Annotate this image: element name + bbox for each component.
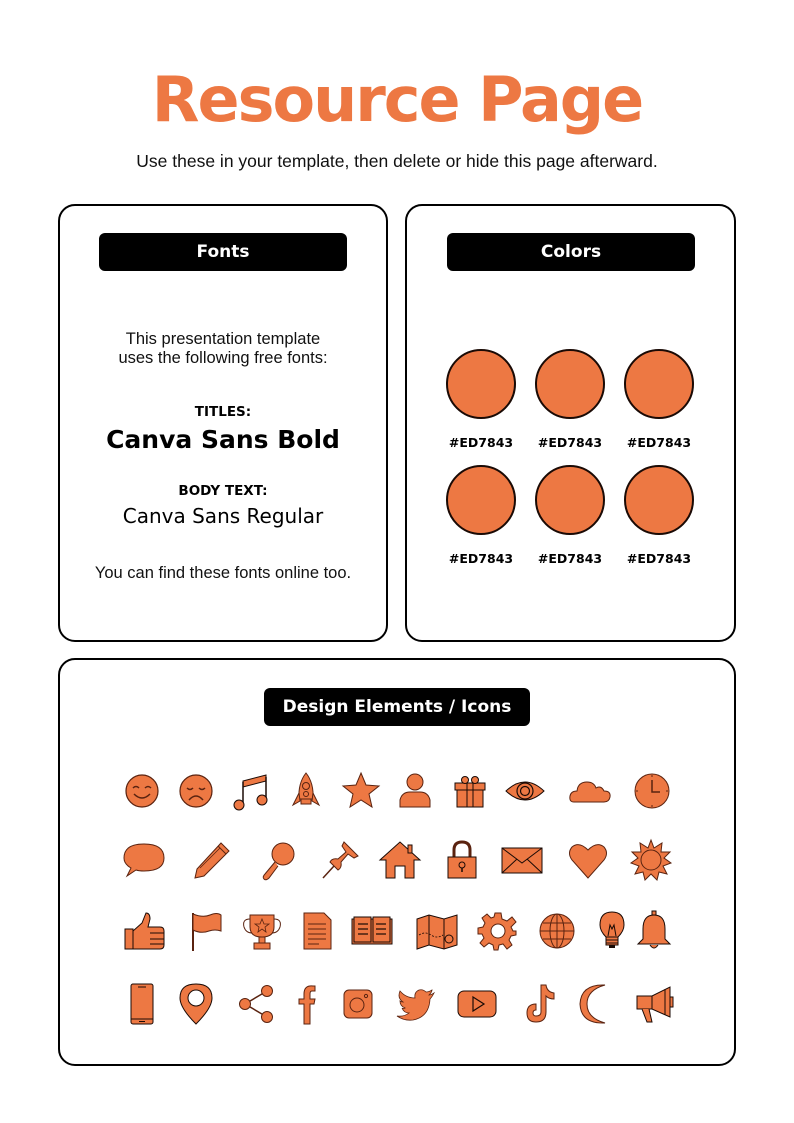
sun-icon [629,838,673,882]
color-swatch [535,465,605,535]
thumbs-up-icon [122,909,166,953]
heart-icon [566,838,610,882]
color-swatch [535,349,605,419]
body-text-label: BODY TEXT: [178,483,268,499]
fonts-intro-line1: This presentation template [125,330,321,348]
clock-icon [630,769,674,813]
star-icon [339,769,383,813]
fonts-heading: Fonts [99,233,347,271]
tiktok-icon [517,982,561,1026]
page-subtitle: Use these in your template, then delete or hide this page afterward. [136,151,658,171]
color-hex-label: #ED7843 [626,435,692,450]
rocket-icon [284,769,328,813]
trophy-icon [240,909,284,953]
smartphone-icon [120,982,164,1026]
design-elements-card [58,658,736,1066]
bell-icon [632,909,676,953]
colors-card [405,204,736,642]
open-book-icon [350,909,394,953]
moon-icon [575,982,619,1026]
gift-icon [448,769,492,813]
color-hex-label: #ED7843 [537,551,603,566]
facebook-icon [285,982,329,1026]
titles-font-name: Canva Sans Bold [106,425,340,454]
speech-bubble-icon [122,838,166,882]
titles-label: TITLES: [194,404,252,420]
share-icon [235,982,279,1026]
color-hex-label: #ED7843 [537,435,603,450]
fonts-intro [60,330,386,368]
color-hex-label: #ED7843 [448,551,514,566]
design-elements-heading: Design Elements / Icons [264,688,530,726]
flag-icon [185,909,229,953]
colors-heading: Colors [447,233,695,271]
color-swatch [624,465,694,535]
location-pin-icon [174,982,218,1026]
eye-icon [503,769,547,813]
magnifier-icon [256,838,300,882]
fonts-outro: You can find these fonts online too. [94,564,352,582]
megaphone-icon [632,982,676,1026]
color-swatch [446,465,516,535]
envelope-icon [500,838,544,882]
instagram-icon [336,982,380,1026]
color-swatch [624,349,694,419]
gear-icon [476,909,520,953]
fonts-card [58,204,388,642]
smiley-face-icon [120,769,164,813]
color-hex-label: #ED7843 [448,435,514,450]
map-icon [415,909,459,953]
youtube-icon [455,982,499,1026]
lightbulb-icon [590,909,634,953]
fonts-intro-line2: uses the following free fonts: [118,349,328,367]
twitter-icon [394,982,438,1026]
home-icon [378,838,422,882]
user-icon [393,769,437,813]
color-hex-label: #ED7843 [626,551,692,566]
pushpin-icon [318,838,362,882]
pencil-icon [190,838,234,882]
page-title: Resource Page [151,63,643,136]
padlock-icon [440,838,484,882]
cloud-icon [568,769,612,813]
body-font-name: Canva Sans Regular [122,504,324,528]
sad-face-icon [174,769,218,813]
color-swatch [446,349,516,419]
document-icon [295,909,339,953]
music-note-icon [229,769,273,813]
globe-icon [535,909,579,953]
